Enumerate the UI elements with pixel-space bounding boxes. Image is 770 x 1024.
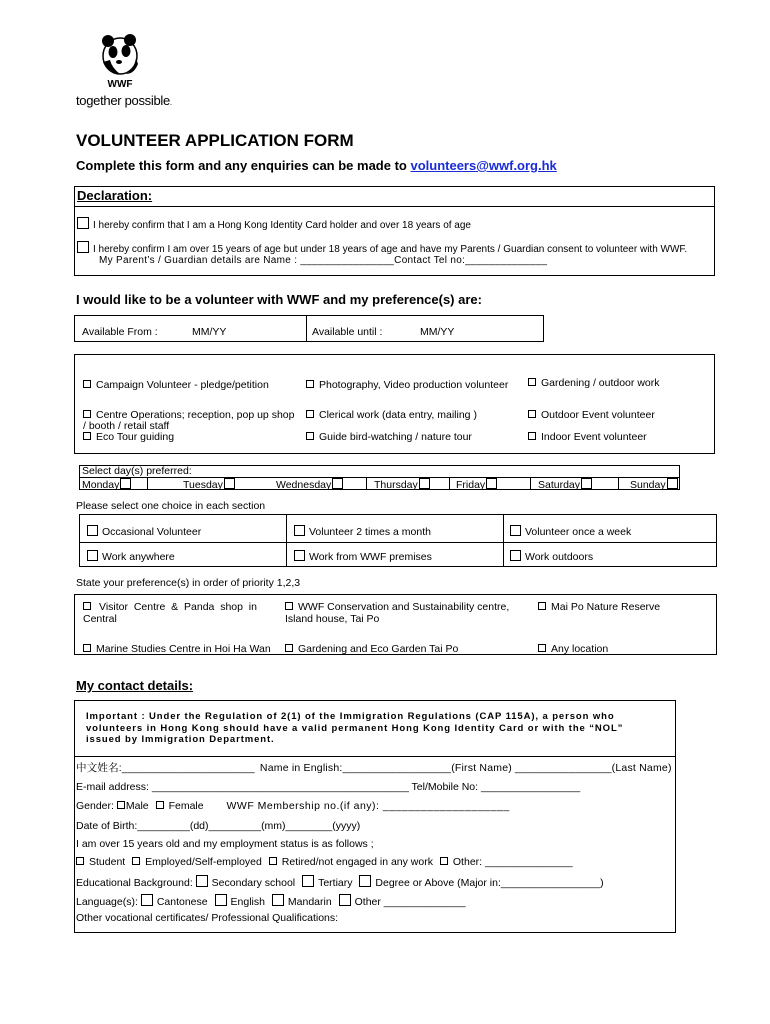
saturday-checkbox[interactable] (581, 478, 592, 489)
role-eco-checkbox[interactable] (83, 432, 91, 440)
choice-wwf-premises: Work from WWF premises (294, 550, 432, 563)
mandarin-checkbox[interactable] (272, 894, 284, 906)
chinese-name-field: 中文姓名:______________________ Name in English:__________________(First Name) ________________(Last Name) (76, 762, 672, 774)
location-visitor-checkbox[interactable] (83, 602, 91, 610)
available-until-label: Available until : (312, 326, 383, 338)
guardian-details: My Parent’s / Guardian details are Name : ________________Contact Tel no:______________ (99, 255, 548, 266)
choice-work-anywhere: Work anywhere (87, 550, 175, 563)
membership-field[interactable]: WWF Membership no.(if any): ____________________ (226, 800, 510, 812)
section-choice-label: Please select one choice in each section (76, 500, 266, 512)
role-indoor-checkbox[interactable] (528, 432, 536, 440)
employed-checkbox[interactable] (132, 857, 140, 865)
location-maipo-checkbox[interactable] (538, 602, 546, 610)
location-eco-garden: Gardening and Eco Garden Tai Po (285, 643, 458, 655)
choice-occasional: Occasional Volunteer (87, 525, 201, 538)
day-monday: Monday (82, 478, 135, 491)
secondary-checkbox[interactable] (196, 875, 208, 887)
sunday-checkbox[interactable] (667, 478, 678, 489)
location-conservation-checkbox[interactable] (285, 602, 293, 610)
role-photography-checkbox[interactable] (306, 380, 314, 388)
role-campaign-checkbox[interactable] (83, 380, 91, 388)
role-eco-tour: Eco Tour guiding (83, 431, 174, 443)
role-clerical-checkbox[interactable] (306, 410, 314, 418)
monday-checkbox[interactable] (120, 478, 131, 489)
choice-anywhere-checkbox[interactable] (87, 550, 98, 561)
choice-occasional-checkbox[interactable] (87, 525, 98, 536)
other-language-checkbox[interactable] (339, 894, 351, 906)
declaration-item-2: I hereby confirm I am over 15 years of age but under 18 years of age and have my Parents / Guardian consent to volunteer with WWF. (77, 241, 687, 255)
wednesday-checkbox[interactable] (332, 478, 343, 489)
available-from-format[interactable]: MM/YY (192, 326, 227, 338)
choice-once-week-checkbox[interactable] (510, 525, 521, 536)
role-outdoor-checkbox[interactable] (528, 410, 536, 418)
subtitle: Complete this form and any enquiries can be made to volunteers@wwf.org.hk (76, 158, 557, 173)
role-centre-checkbox[interactable] (83, 410, 91, 418)
available-from-label: Available From : (82, 326, 158, 338)
logo-tagline: together possible. (76, 93, 172, 108)
email-link[interactable]: volunteers@wwf.org.hk (410, 158, 557, 173)
day-wednesday: Wednesday (276, 478, 347, 491)
other-employment-checkbox[interactable] (440, 857, 448, 865)
education-options: Educational Background: Secondary school Tertiary Degree or Above (Major in:_________________) (76, 877, 604, 889)
location-conservation-centre: WWF Conservation and Sustainability centre, Island house, Tai Po (285, 601, 510, 625)
role-outdoor-event: Outdoor Event volunteer (528, 409, 655, 421)
gender-field: Gender: Male Female WWF Membership no.(if any): ____________________ (76, 800, 510, 812)
declaration-checkbox-1[interactable] (77, 217, 89, 229)
day-thursday: Thursday (374, 478, 434, 491)
cantonese-checkbox[interactable] (141, 894, 153, 906)
declaration-checkbox-2[interactable] (77, 241, 89, 253)
immigration-notice: Important : Under the Regulation of 2(1) of the Immigration Regulations (CAP 115A), a person who volunteers in Hong Kong should have a valid permanent Hong Kong Identity Card or with the “NOL” issued by Immigration Department. (86, 711, 624, 745)
day-tuesday: Tuesday (183, 478, 239, 491)
role-photography: Photography, Video production volunteer (306, 379, 508, 391)
available-until-format[interactable]: MM/YY (420, 326, 455, 338)
vocational-field[interactable]: Other vocational certificates/ Professional Qualifications: (76, 912, 339, 924)
locations-label: State your preference(s) in order of priority 1,2,3 (76, 577, 301, 589)
role-bird-checkbox[interactable] (306, 432, 314, 440)
female-checkbox[interactable] (156, 801, 164, 809)
day-saturday: Saturday (538, 478, 596, 491)
choice-outdoors-checkbox[interactable] (510, 550, 521, 561)
location-visitor-centre: Visitor Centre & Panda shop in Central (83, 601, 257, 625)
employment-intro: I am over 15 years old and my employment status is as follows ; (76, 838, 374, 850)
role-gardening-checkbox[interactable] (528, 378, 536, 386)
tuesday-checkbox[interactable] (224, 478, 235, 489)
days-label: Select day(s) preferred: (82, 465, 192, 477)
student-checkbox[interactable] (76, 857, 84, 865)
location-mai-po: Mai Po Nature Reserve (538, 601, 660, 613)
day-sunday: Sunday (630, 478, 682, 491)
role-gardening: Gardening / outdoor work (528, 377, 659, 389)
male-checkbox[interactable] (117, 801, 125, 809)
role-bird-watching: Guide bird-watching / nature tour (306, 431, 472, 443)
role-clerical: Clerical work (data entry, mailing ) (306, 409, 477, 421)
tertiary-checkbox[interactable] (302, 875, 314, 887)
declaration-item-1: I hereby confirm that I am a Hong Kong Identity Card holder and over 18 years of age (77, 217, 471, 231)
employment-options: Student Employed/Self-employed Retired/not engaged in any work Other: _______________ (76, 856, 573, 868)
choice-premises-checkbox[interactable] (294, 550, 305, 561)
choice-twice-month-checkbox[interactable] (294, 525, 305, 536)
wwf-logo (98, 32, 142, 90)
location-marine-studies: Marine Studies Centre in Hoi Ha Wan (83, 643, 271, 655)
english-checkbox[interactable] (215, 894, 227, 906)
role-indoor-event: Indoor Event volunteer (528, 431, 647, 443)
degree-checkbox[interactable] (359, 875, 371, 887)
english-name-field[interactable]: Name in English:__________________(First Name) ________________(Last Name) (259, 762, 672, 774)
choice-twice-month: Volunteer 2 times a month (294, 525, 431, 538)
role-centre-operations: Centre Operations; reception, pop up shop (83, 409, 294, 421)
dob-field[interactable]: Date of Birth:_________(dd)_________(mm)________(yyyy) (76, 820, 361, 832)
day-friday: Friday (456, 478, 501, 491)
location-any: Any location (538, 643, 608, 655)
email-field[interactable]: E-mail address: ____________________________________________ Tel/Mobile No: _________________ (76, 781, 581, 793)
page-title: VOLUNTEER APPLICATION FORM (76, 131, 354, 150)
location-marine-checkbox[interactable] (83, 644, 91, 652)
location-garden-checkbox[interactable] (285, 644, 293, 652)
role-centre-operations-2: / booth / retail staff (83, 420, 170, 432)
wwf-brand: WWF (107, 79, 133, 90)
retired-checkbox[interactable] (269, 857, 277, 865)
preference-heading: I would like to be a volunteer with WWF and my preference(s) are: (76, 292, 482, 307)
choice-once-week: Volunteer once a week (510, 525, 631, 538)
role-campaign: Campaign Volunteer - pledge/petition (83, 379, 269, 391)
choice-work-outdoors: Work outdoors (510, 550, 593, 563)
panda-icon (98, 32, 142, 76)
thursday-checkbox[interactable] (419, 478, 430, 489)
friday-checkbox[interactable] (486, 478, 497, 489)
language-options: Language(s): Cantonese English Mandarin Other ______________ (76, 896, 466, 908)
contact-heading: My contact details: (76, 678, 194, 693)
location-any-checkbox[interactable] (538, 644, 546, 652)
declaration-heading: Declaration: (77, 188, 153, 203)
